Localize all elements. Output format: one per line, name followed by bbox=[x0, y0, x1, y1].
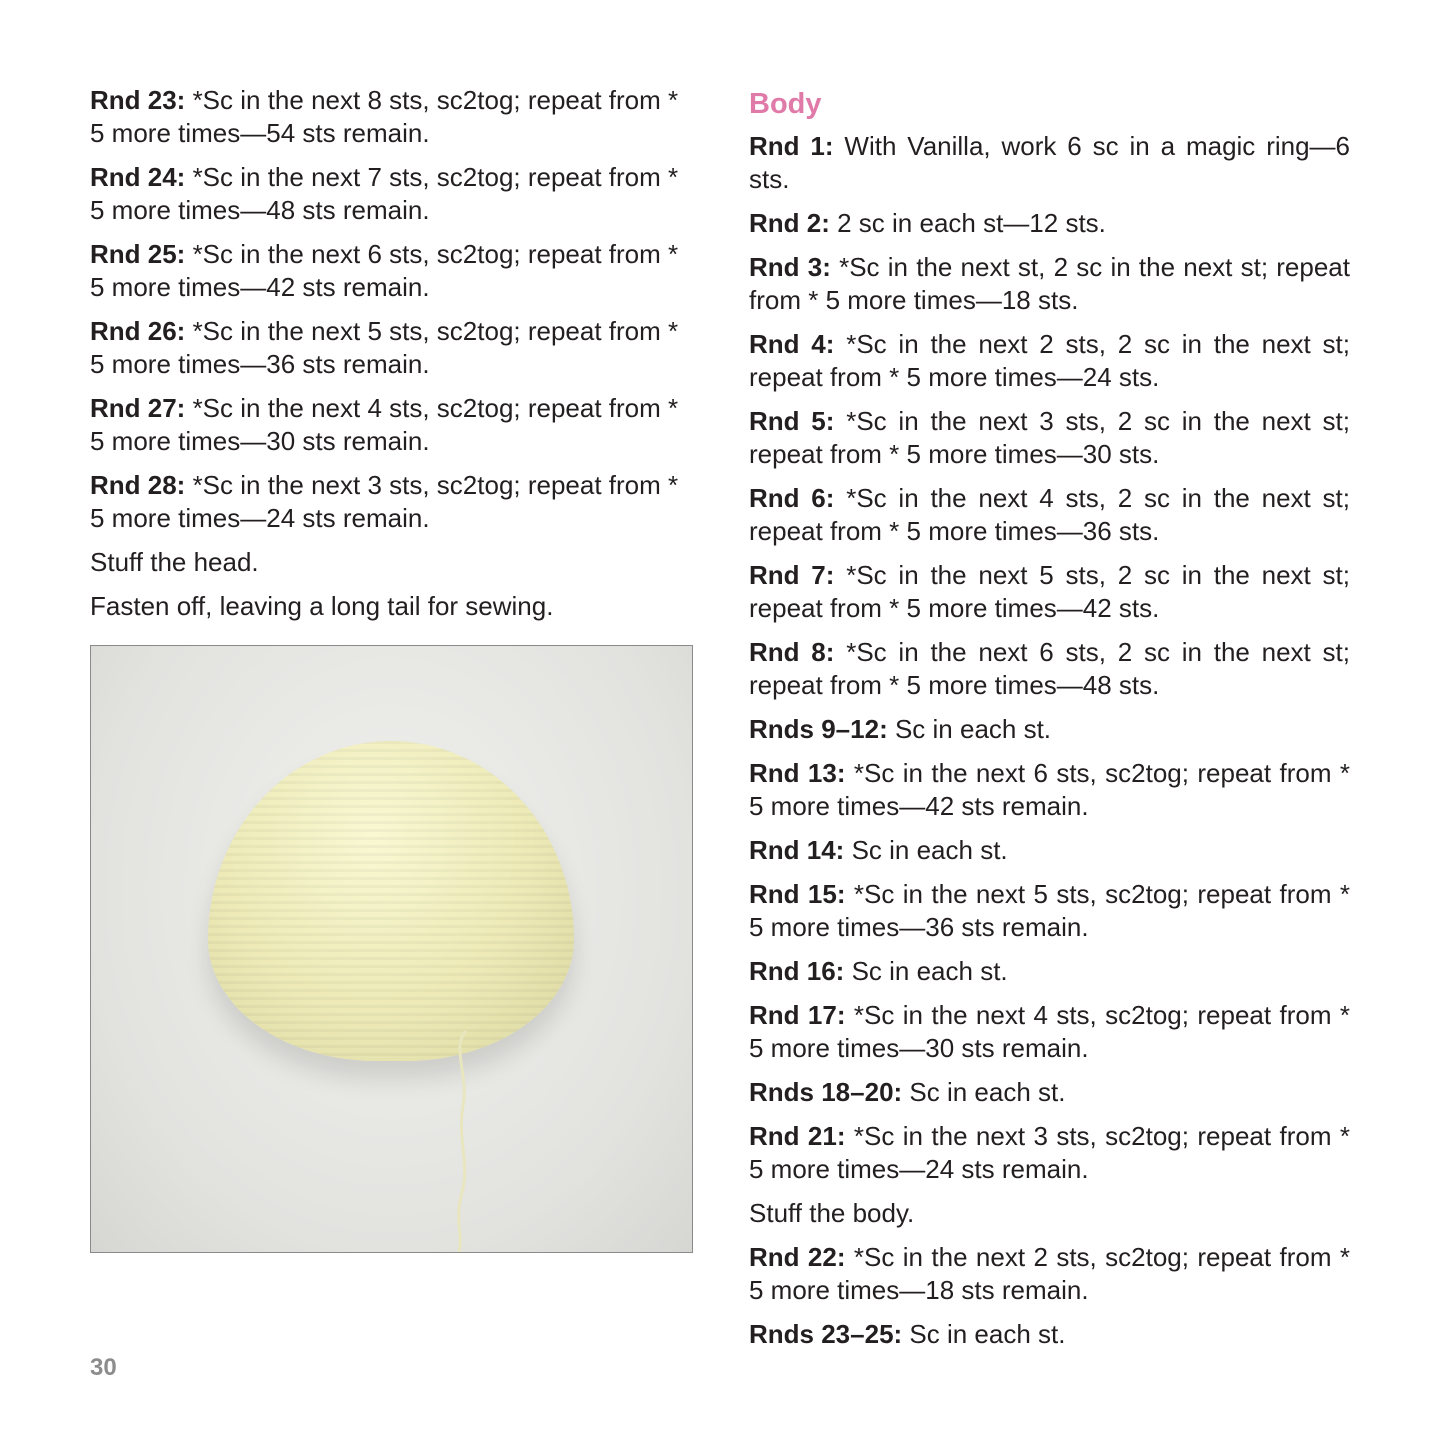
round-label: Rnd 24: bbox=[90, 162, 186, 192]
round-label: Rnd 14: bbox=[749, 835, 845, 865]
instruction bbox=[749, 878, 1350, 944]
round-text: Fasten off, leaving a long tail for sewing. bbox=[90, 591, 554, 621]
instruction bbox=[749, 757, 1350, 823]
round-text: *Sc in the next 6 sts, sc2tog; repeat from * 5 more times—42 sts remain. bbox=[90, 239, 679, 302]
round-label: Rnd 6: bbox=[749, 483, 835, 513]
crochet-head-photo bbox=[90, 645, 693, 1253]
round-text: *Sc in the next 8 sts, sc2tog; repeat from * 5 more times—54 sts remain. bbox=[90, 85, 679, 148]
round-label: Rnd 15: bbox=[749, 879, 846, 909]
instruction bbox=[90, 315, 695, 381]
instruction bbox=[749, 328, 1350, 394]
round-label: Rnds 23–25: bbox=[749, 1319, 903, 1349]
round-label: Rnd 5: bbox=[749, 406, 835, 436]
round-text: Stuff the body. bbox=[749, 1198, 915, 1228]
round-label: Rnd 1: bbox=[749, 131, 834, 161]
round-label: Rnd 17: bbox=[749, 1000, 846, 1030]
instruction bbox=[749, 1318, 1350, 1351]
round-label: Rnd 21: bbox=[749, 1121, 846, 1151]
round-label: Rnd 22: bbox=[749, 1242, 846, 1272]
round-text: *Sc in the next 6 sts, sc2tog; repeat from * 5 more times—42 sts remain. bbox=[749, 758, 1350, 821]
section-heading: Body bbox=[749, 88, 822, 120]
round-text: 2 sc in each st—12 sts. bbox=[829, 208, 1106, 238]
round-label: Rnd 16: bbox=[749, 956, 845, 986]
round-label: Rnd 28: bbox=[90, 470, 186, 500]
round-text: Sc in each st. bbox=[887, 714, 1052, 744]
round-text: *Sc in the next 6 sts, 2 sc in the next st; repeat from * 5 more times—48 sts. bbox=[749, 637, 1350, 700]
round-text: *Sc in the next 5 sts, 2 sc in the next st; repeat from * 5 more times—42 sts. bbox=[749, 560, 1350, 623]
round-label: Rnd 3: bbox=[749, 252, 831, 282]
instruction bbox=[749, 1241, 1350, 1307]
instruction bbox=[90, 161, 695, 227]
round-text: With Vanilla, work 6 sc in a magic ring—6 sts. bbox=[749, 131, 1351, 194]
round-text: Stuff the head. bbox=[90, 547, 259, 577]
instruction bbox=[749, 251, 1350, 317]
instruction bbox=[749, 482, 1350, 548]
round-text: *Sc in the next 5 sts, sc2tog; repeat from * 5 more times—36 sts remain. bbox=[749, 879, 1350, 942]
instruction bbox=[90, 469, 695, 535]
round-label: Rnd 27: bbox=[90, 393, 186, 423]
round-label: Rnds 9–12: bbox=[749, 714, 888, 744]
instruction bbox=[90, 84, 695, 150]
round-label: Rnd 8: bbox=[749, 637, 835, 667]
instruction bbox=[90, 238, 695, 304]
instruction bbox=[749, 636, 1350, 702]
round-label: Rnd 2: bbox=[749, 208, 830, 238]
instruction bbox=[90, 392, 695, 458]
round-label: Rnd 23: bbox=[90, 85, 186, 115]
round-text: *Sc in the next 4 sts, sc2tog; repeat from * 5 more times—30 sts remain. bbox=[749, 1000, 1350, 1063]
left-column bbox=[90, 84, 695, 634]
instruction bbox=[749, 405, 1350, 471]
round-text: *Sc in the next 3 sts, 2 sc in the next st; repeat from * 5 more times—30 sts. bbox=[749, 406, 1350, 469]
instruction bbox=[90, 590, 695, 623]
round-text: *Sc in the next 4 sts, sc2tog; repeat from * 5 more times—30 sts remain. bbox=[90, 393, 679, 456]
instruction bbox=[749, 559, 1350, 625]
round-text: *Sc in the next 4 sts, 2 sc in the next st; repeat from * 5 more times—36 sts. bbox=[749, 483, 1350, 546]
yarn-tail-image bbox=[91, 646, 692, 1252]
round-text: Sc in each st. bbox=[844, 835, 1008, 865]
round-text: Sc in each st. bbox=[902, 1319, 1066, 1349]
page-number: 30 bbox=[90, 1354, 117, 1381]
instruction bbox=[749, 834, 1350, 867]
instruction bbox=[749, 207, 1350, 240]
round-text: *Sc in the next 2 sts, sc2tog; repeat from * 5 more times—18 sts remain. bbox=[749, 1242, 1350, 1305]
round-text: *Sc in the next 5 sts, sc2tog; repeat from * 5 more times—36 sts remain. bbox=[90, 316, 679, 379]
instruction bbox=[749, 1076, 1350, 1109]
round-text: *Sc in the next st, 2 sc in the next st; repeat from * 5 more times—18 sts. bbox=[749, 252, 1350, 315]
instruction bbox=[90, 546, 695, 579]
round-text: *Sc in the next 2 sts, 2 sc in the next st; repeat from * 5 more times—24 sts. bbox=[749, 329, 1350, 392]
right-column bbox=[749, 84, 1350, 1362]
round-label: Rnd 26: bbox=[90, 316, 186, 346]
round-text: *Sc in the next 3 sts, sc2tog; repeat from * 5 more times—24 sts remain. bbox=[749, 1121, 1350, 1184]
instruction bbox=[749, 1120, 1350, 1186]
round-label: Rnd 4: bbox=[749, 329, 835, 359]
instruction bbox=[749, 1197, 1350, 1230]
instruction bbox=[749, 955, 1350, 988]
round-label: Rnd 25: bbox=[90, 239, 186, 269]
instruction bbox=[749, 999, 1350, 1065]
round-text: Sc in each st. bbox=[902, 1077, 1066, 1107]
round-label: Rnds 18–20: bbox=[749, 1077, 903, 1107]
instruction bbox=[749, 130, 1350, 196]
instruction bbox=[749, 713, 1350, 746]
round-label: Rnd 13: bbox=[749, 758, 846, 788]
round-text: Sc in each st. bbox=[844, 956, 1008, 986]
round-text: *Sc in the next 3 sts, sc2tog; repeat from * 5 more times—24 sts remain. bbox=[90, 470, 679, 533]
round-text: *Sc in the next 7 sts, sc2tog; repeat from * 5 more times—48 sts remain. bbox=[90, 162, 679, 225]
round-label: Rnd 7: bbox=[749, 560, 835, 590]
